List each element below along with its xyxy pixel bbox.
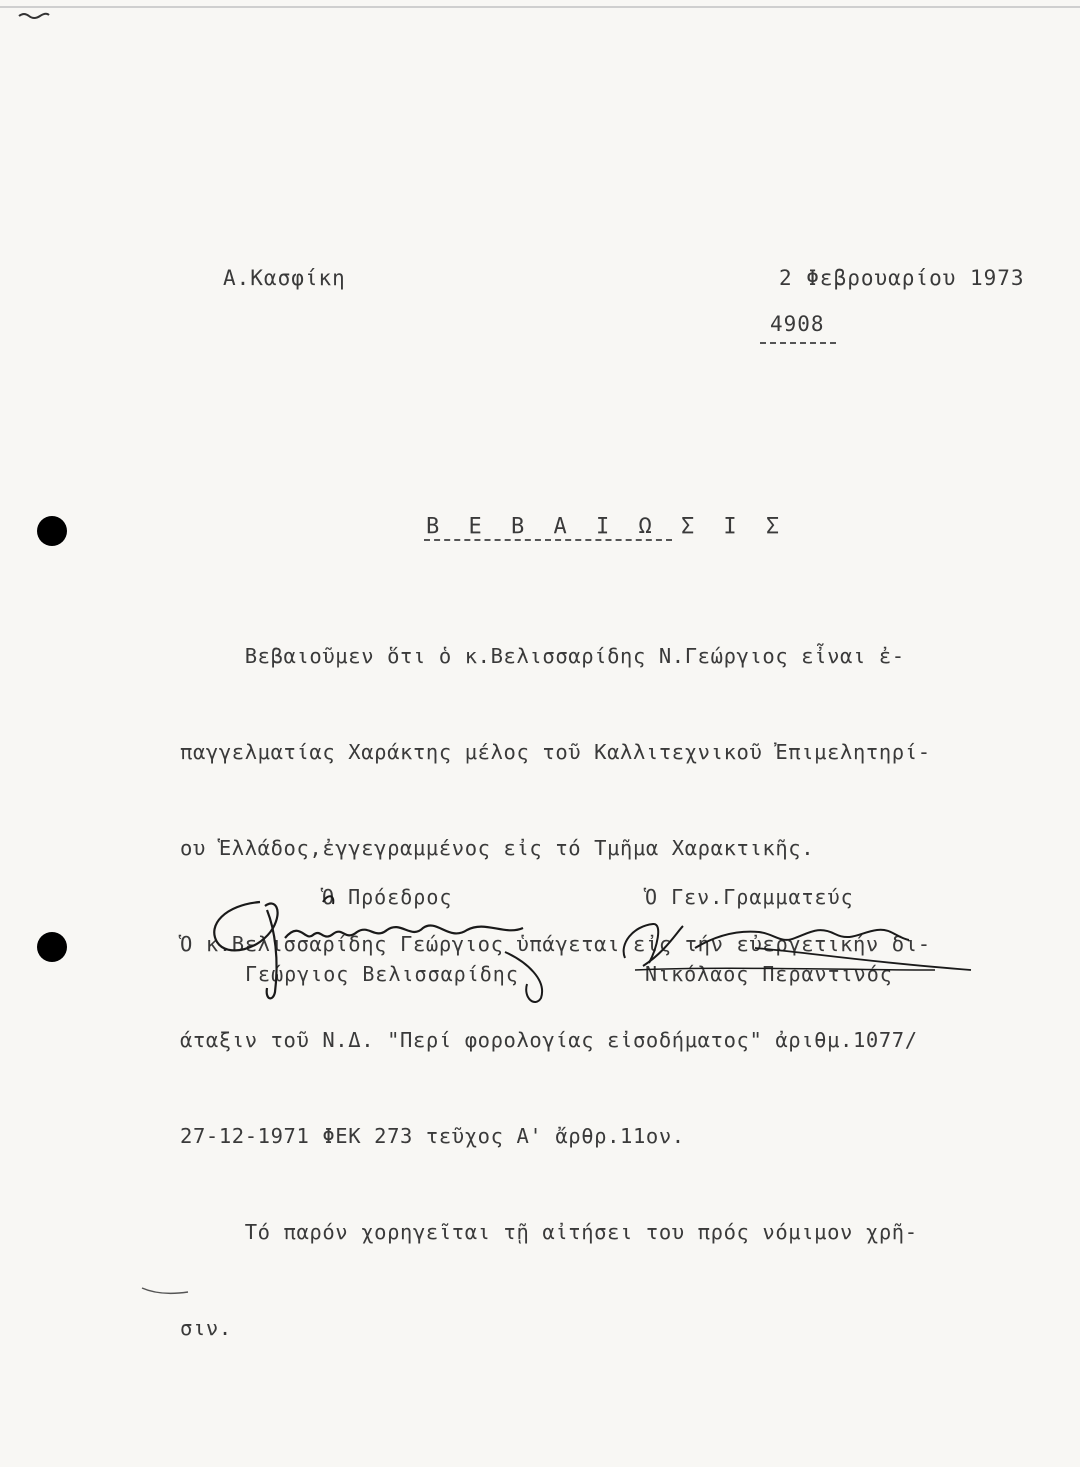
reference-underline <box>760 342 836 344</box>
body-line: σιν. <box>180 1316 232 1340</box>
reference-number: 4908 <box>770 312 825 336</box>
secretary-title: Ὁ Γεν.Γραμματεύς <box>645 885 854 909</box>
stray-pen-mark <box>140 1280 190 1300</box>
president-title: Ὁ Πρόεδρος <box>322 885 453 909</box>
body-line: Ὁ κ.Βελισσαρίδης Γεώργιος ὑπάγεται εἰς τήν εὐεργετικήν δι- <box>180 932 931 956</box>
secretary-name: Νικόλαος Περαντινός <box>645 962 893 986</box>
top-edge-line <box>0 6 1080 8</box>
body-line: 27-12-1971 ΦΕΚ 273 τεῦχος Α' ἄρθρ.11ον. <box>180 1124 685 1148</box>
sender-name: Α.Κασφίκη <box>223 266 346 290</box>
body-line: άταξιν τοῦ Ν.Δ. "Περί φορολογίας εἰσοδήματος" ἀριθμ.1077/ <box>180 1028 918 1052</box>
document-title: Β Ε Β Α Ι Ω Σ Ι Σ <box>426 514 788 539</box>
secretary-signature <box>605 908 980 988</box>
body-line: παγγελματίας Χαράκτης μέλος τοῦ Καλλιτεχνικοῦ Ἐπιμελητηρί- <box>180 740 931 764</box>
president-name: Γεώργιος Βελισσαρίδης <box>245 962 519 986</box>
body-line: Τό παρόν χορηγεῖται τῇ αἰτήσει του πρός νόμιμον χρῆ- <box>180 1220 918 1244</box>
document-date: 2 Φεβρουαρίου 1973 <box>779 266 1025 290</box>
corner-pen-mark <box>18 10 50 22</box>
title-underline <box>424 539 672 541</box>
punch-hole-bottom <box>37 932 67 962</box>
body-line: Βεβαιοῦμεν ὅτι ὁ κ.Βελισσαρίδης Ν.Γεώργιος εἶναι ἐ- <box>180 644 905 668</box>
president-signature <box>205 880 550 1010</box>
body-line: ου Ἑλλάδος,ἐγγεγραμμένος εἰς τό Τμῆμα Χαρακτικῆς. <box>180 836 815 860</box>
punch-hole-top <box>37 516 67 546</box>
